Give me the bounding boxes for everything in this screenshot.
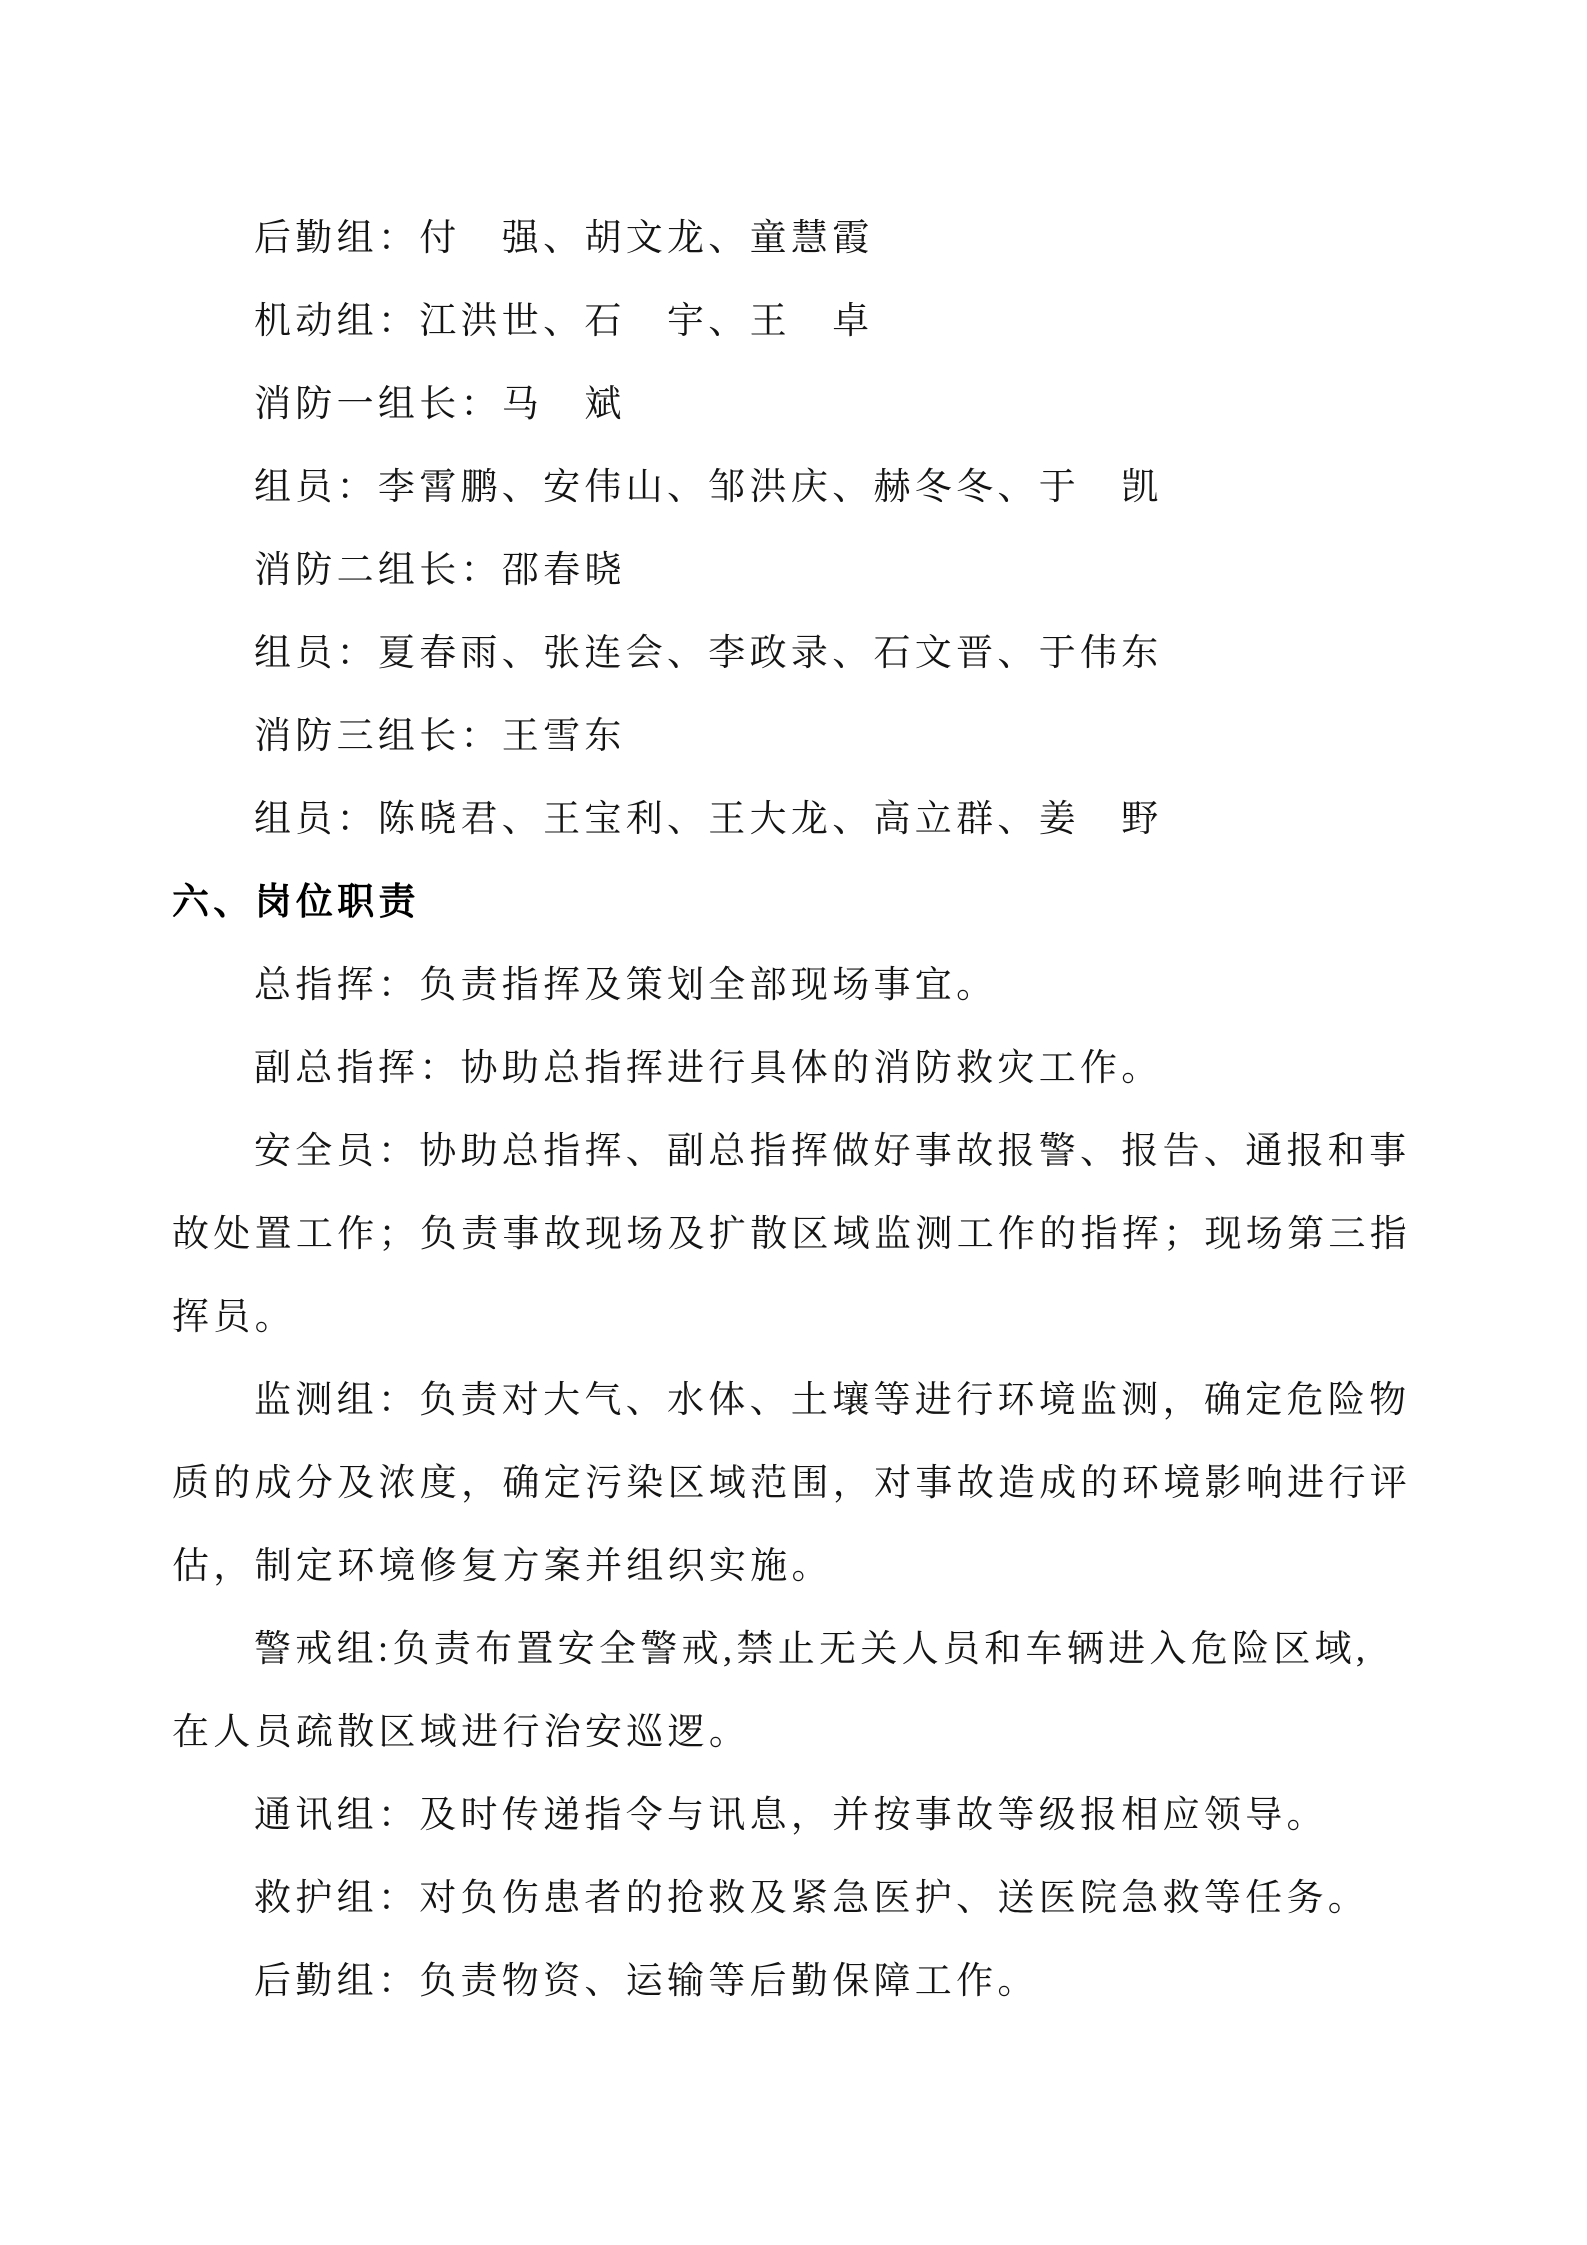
- document-body: [172, 197, 1417, 2023]
- document-line: 故处置工作；负责事故现场及扩散区域监测工作的指挥；现场第三指: [172, 1214, 1411, 1255]
- document-line: 在人员疏散区域进行治安巡逻。: [172, 1712, 751, 1753]
- document-line: 组员：夏春雨、张连会、李政录、石文晋、于伟东: [254, 633, 1163, 674]
- document-line: 副总指挥：协助总指挥进行具体的消防救灾工作。: [254, 1048, 1163, 1089]
- document-line: 机动组：江洪世、石 宇、王 卓: [254, 301, 874, 342]
- document-line: 安全员：协助总指挥、副总指挥做好事故报警、报告、通报和事: [254, 1131, 1411, 1172]
- document-line: 救护组：对负伤患者的抢救及紧急医护、送医院急救等任务。: [254, 1878, 1370, 1919]
- document-line: 后勤组：负责物资、运输等后勤保障工作。: [254, 1961, 1039, 2002]
- document-line: 通讯组：及时传递指令与讯息，并按事故等级报相应领导。: [254, 1795, 1328, 1836]
- document-line: 挥员。: [172, 1297, 296, 1338]
- document-line: 总指挥：负责指挥及策划全部现场事宜。: [254, 965, 998, 1006]
- document-line: 组员：李霄鹏、安伟山、邹洪庆、赫冬冬、于 凯: [254, 467, 1163, 508]
- document-line: 质的成分及浓度，确定污染区域范围，对事故造成的环境影响进行评: [172, 1463, 1411, 1504]
- document-line: 后勤组：付 强、胡文龙、童慧霞: [254, 218, 874, 259]
- document-line: 消防一组长：马 斌: [254, 384, 626, 425]
- document-line: 组员：陈晓君、王宝利、王大龙、高立群、姜 野: [254, 799, 1163, 840]
- document-line: 消防三组长：王雪东: [254, 716, 626, 757]
- document-line: 警戒组:负责布置安全警戒,禁止无关人员和车辆进入危险区域,: [254, 1629, 1370, 1670]
- section-heading: 六、岗位职责: [172, 882, 420, 923]
- document-line: 估，制定环境修复方案并组织实施。: [172, 1546, 833, 1587]
- document-line: 消防二组长：邵春晓: [254, 550, 626, 591]
- document-line: 监测组：负责对大气、水体、土壤等进行环境监测，确定危险物: [254, 1380, 1411, 1421]
